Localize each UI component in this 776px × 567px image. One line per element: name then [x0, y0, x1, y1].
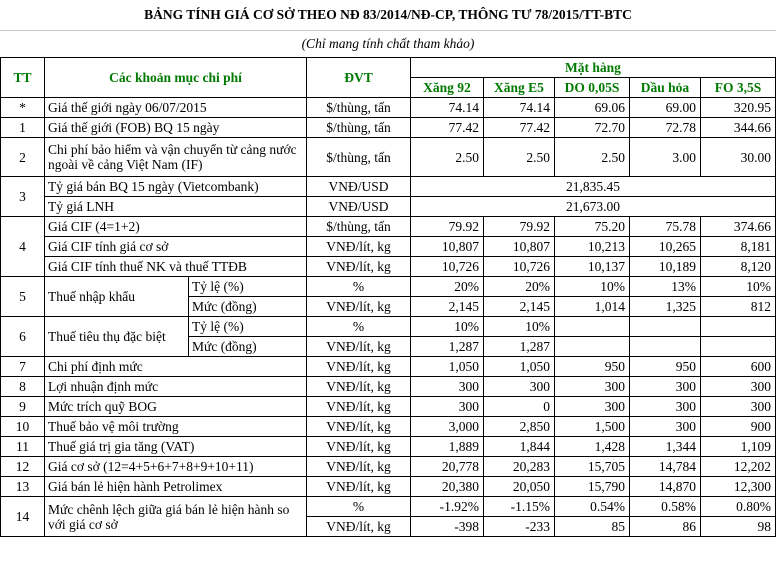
cell-value: 10,807	[411, 237, 484, 257]
cell-value: -398	[411, 517, 484, 537]
row-unit: $/thùng, tấn	[307, 118, 411, 138]
header-items: Các khoản mục chi phí	[45, 58, 307, 98]
cell-value: 1,428	[555, 437, 630, 457]
cell-value: 20,380	[411, 477, 484, 497]
row-unit: VNĐ/lít, kg	[307, 397, 411, 417]
row-unit: VNĐ/lít, kg	[307, 297, 411, 317]
table-row	[1, 277, 776, 297]
cell-value: 13%	[630, 277, 701, 297]
row-unit: %	[307, 277, 411, 297]
sheet-subtitle: (Chỉ mang tính chất tham khảo)	[301, 36, 475, 51]
row-label: Tỷ giá bán BQ 15 ngày (Vietcombank)	[45, 177, 307, 197]
cell-value: 72.70	[555, 118, 630, 138]
table-row	[1, 457, 776, 477]
row-tt: 8	[1, 377, 45, 397]
row-label: Giá CIF tính giá cơ sở	[45, 237, 307, 257]
cell-value: 10,726	[484, 257, 555, 277]
row-tt: 2	[1, 138, 45, 177]
cell-value: 1,344	[630, 437, 701, 457]
row-label: Giá CIF (4=1+2)	[45, 217, 307, 237]
header-product: Xăng E5	[484, 78, 555, 98]
row-tt: 10	[1, 417, 45, 437]
cell-value: 75.20	[555, 217, 630, 237]
header-product: DO 0,05S	[555, 78, 630, 98]
table-row	[1, 477, 776, 497]
cell-value: 1,287	[411, 337, 484, 357]
row-tt: *	[1, 98, 45, 118]
cell-value: 1,889	[411, 437, 484, 457]
cell-value: 3.00	[630, 138, 701, 177]
cell-value: 10,265	[630, 237, 701, 257]
cell-value: 74.14	[484, 98, 555, 118]
row-sublabel: Tỷ lệ (%)	[189, 277, 307, 297]
row-tt: 14	[1, 497, 45, 537]
cell-value: 300	[701, 377, 776, 397]
row-label: Giá CIF tính thuế NK và thuế TTĐB	[45, 257, 307, 277]
header-product: Dầu hỏa	[630, 78, 701, 98]
cell-value: 69.06	[555, 98, 630, 118]
cell-value: 300	[701, 397, 776, 417]
row-tt: 4	[1, 217, 45, 277]
row-unit: %	[307, 497, 411, 517]
price-table	[0, 57, 776, 537]
cell-value: -233	[484, 517, 555, 537]
cell-value: 10,189	[630, 257, 701, 277]
cell-value: 10%	[484, 317, 555, 337]
row-tt: 12	[1, 457, 45, 477]
cell-empty	[630, 317, 701, 337]
row-sublabel: Mức (đồng)	[189, 337, 307, 357]
table-row	[1, 377, 776, 397]
header-row-1	[1, 58, 776, 78]
cell-value: 1,500	[555, 417, 630, 437]
row-unit: VNĐ/lít, kg	[307, 417, 411, 437]
row-unit: VNĐ/lít, kg	[307, 477, 411, 497]
header-tt: TT	[1, 58, 45, 98]
cell-value: 20,283	[484, 457, 555, 477]
header-goods: Mặt hàng	[411, 58, 776, 78]
cell-value: 10,807	[484, 237, 555, 257]
row-unit: %	[307, 317, 411, 337]
cell-value: 300	[411, 377, 484, 397]
cell-value: 950	[630, 357, 701, 377]
table-row	[1, 257, 776, 277]
exchange-rate-value: 21,673.00	[411, 197, 776, 217]
cell-value: 0.80%	[701, 497, 776, 517]
cell-value: 10,726	[411, 257, 484, 277]
row-tt: 9	[1, 397, 45, 417]
cell-value: 1,014	[555, 297, 630, 317]
row-unit: VNĐ/USD	[307, 197, 411, 217]
cell-value: 300	[630, 417, 701, 437]
row-unit: VNĐ/lít, kg	[307, 377, 411, 397]
table-row	[1, 317, 776, 337]
cell-value: 74.14	[411, 98, 484, 118]
table-row	[1, 177, 776, 197]
cell-value: 75.78	[630, 217, 701, 237]
exchange-rate-value: 21,835.45	[411, 177, 776, 197]
cell-value: 77.42	[484, 118, 555, 138]
cell-value: 2,850	[484, 417, 555, 437]
row-label: Thuế nhập khẩu	[45, 277, 189, 317]
cell-value: 950	[555, 357, 630, 377]
cell-value: 374.66	[701, 217, 776, 237]
cell-value: 812	[701, 297, 776, 317]
cell-value: 20%	[411, 277, 484, 297]
table-row	[1, 497, 776, 517]
cell-empty	[701, 337, 776, 357]
row-tt: 5	[1, 277, 45, 317]
cell-value: 1,325	[630, 297, 701, 317]
row-unit: VNĐ/lít, kg	[307, 517, 411, 537]
sheet-title: BẢNG TÍNH GIÁ CƠ SỞ THEO NĐ 83/2014/NĐ-CP, THÔNG TƯ 78/2015/TT-BTC	[0, 0, 776, 31]
row-unit: VNĐ/lít, kg	[307, 437, 411, 457]
row-label: Mức trích quỹ BOG	[45, 397, 307, 417]
row-label: Chi phí bảo hiểm và vận chuyển từ cảng nước ngoài về cảng Việt Nam (IF)	[45, 138, 307, 177]
cell-value: 10,213	[555, 237, 630, 257]
cell-empty	[555, 337, 630, 357]
cell-value: 0.54%	[555, 497, 630, 517]
cell-value: 2.50	[555, 138, 630, 177]
row-label: Chi phí định mức	[45, 357, 307, 377]
cell-empty	[630, 337, 701, 357]
row-tt: 1	[1, 118, 45, 138]
header-unit: ĐVT	[307, 58, 411, 98]
row-tt: 3	[1, 177, 45, 217]
cell-value: 300	[411, 397, 484, 417]
row-label: Lợi nhuận định mức	[45, 377, 307, 397]
table-row	[1, 437, 776, 457]
table-row	[1, 197, 776, 217]
cell-value: 15,790	[555, 477, 630, 497]
cell-value: 3,000	[411, 417, 484, 437]
cell-value: 300	[484, 377, 555, 397]
cell-value: 300	[555, 377, 630, 397]
row-unit: VNĐ/lít, kg	[307, 337, 411, 357]
cell-value: 1,109	[701, 437, 776, 457]
cell-value: -1.92%	[411, 497, 484, 517]
row-unit: VNĐ/USD	[307, 177, 411, 197]
row-unit: VNĐ/lít, kg	[307, 237, 411, 257]
cell-value: 10%	[555, 277, 630, 297]
table-row	[1, 417, 776, 437]
cell-value: 85	[555, 517, 630, 537]
header-product: FO 3,5S	[701, 78, 776, 98]
table-row	[1, 217, 776, 237]
cell-value: 77.42	[411, 118, 484, 138]
row-label: Giá thế giới (FOB) BQ 15 ngày	[45, 118, 307, 138]
cell-value: 0	[484, 397, 555, 417]
cell-empty	[701, 317, 776, 337]
cell-value: 14,784	[630, 457, 701, 477]
cell-value: 14,870	[630, 477, 701, 497]
table-row	[1, 138, 776, 177]
header-product: Xăng 92	[411, 78, 484, 98]
row-label: Thuế bảo vệ môi trường	[45, 417, 307, 437]
cell-value: 10,137	[555, 257, 630, 277]
table-row	[1, 357, 776, 377]
cell-value: 15,705	[555, 457, 630, 477]
row-label: Giá thế giới ngày 06/07/2015	[45, 98, 307, 118]
table-row	[1, 397, 776, 417]
cell-value: 2.50	[484, 138, 555, 177]
row-unit: VNĐ/lít, kg	[307, 257, 411, 277]
cell-value: 2,145	[411, 297, 484, 317]
row-label: Thuế tiêu thụ đặc biệt	[45, 317, 189, 357]
cell-value: 1,050	[411, 357, 484, 377]
row-tt: 7	[1, 357, 45, 377]
row-unit: VNĐ/lít, kg	[307, 457, 411, 477]
cell-value: 72.78	[630, 118, 701, 138]
cell-value: 900	[701, 417, 776, 437]
row-tt: 6	[1, 317, 45, 357]
cell-value: 79.92	[484, 217, 555, 237]
row-label: Giá cơ sở (12=4+5+6+7+8+9+10+11)	[45, 457, 307, 477]
cell-value: 20,778	[411, 457, 484, 477]
row-sublabel: Tỷ lệ (%)	[189, 317, 307, 337]
cell-value: 1,050	[484, 357, 555, 377]
cell-value: 20%	[484, 277, 555, 297]
table-row	[1, 118, 776, 138]
cell-value: 30.00	[701, 138, 776, 177]
cell-value: 300	[630, 397, 701, 417]
cell-value: 1,844	[484, 437, 555, 457]
table-row	[1, 98, 776, 118]
cell-value: -1.15%	[484, 497, 555, 517]
row-sublabel: Mức (đồng)	[189, 297, 307, 317]
row-label: Tỷ giá LNH	[45, 197, 307, 217]
cell-value: 10%	[411, 317, 484, 337]
cell-value: 8,120	[701, 257, 776, 277]
row-unit: $/thùng, tấn	[307, 217, 411, 237]
row-label: Giá bán lẻ hiện hành Petrolimex	[45, 477, 307, 497]
cell-value: 69.00	[630, 98, 701, 118]
table-row	[1, 237, 776, 257]
cell-value: 98	[701, 517, 776, 537]
cell-value: 2,145	[484, 297, 555, 317]
cell-value: 300	[555, 397, 630, 417]
cell-value: 20,050	[484, 477, 555, 497]
cell-value: 600	[701, 357, 776, 377]
cell-value: 8,181	[701, 237, 776, 257]
cell-empty	[555, 317, 630, 337]
cell-value: 344.66	[701, 118, 776, 138]
cell-value: 300	[630, 377, 701, 397]
cell-value: 2.50	[411, 138, 484, 177]
row-tt: 11	[1, 437, 45, 457]
cell-value: 320.95	[701, 98, 776, 118]
cell-value: 0.58%	[630, 497, 701, 517]
cell-value: 1,287	[484, 337, 555, 357]
row-unit: VNĐ/lít, kg	[307, 357, 411, 377]
row-unit: $/thùng, tấn	[307, 98, 411, 118]
row-tt: 13	[1, 477, 45, 497]
cell-value: 12,300	[701, 477, 776, 497]
row-unit: $/thùng, tấn	[307, 138, 411, 177]
row-label: Mức chênh lệch giữa giá bán lẻ hiện hành so với giá cơ sở	[45, 497, 307, 537]
cell-value: 79.92	[411, 217, 484, 237]
row-label: Thuế giá trị gia tăng (VAT)	[45, 437, 307, 457]
cell-value: 12,202	[701, 457, 776, 477]
cell-value: 10%	[701, 277, 776, 297]
cell-value: 86	[630, 517, 701, 537]
